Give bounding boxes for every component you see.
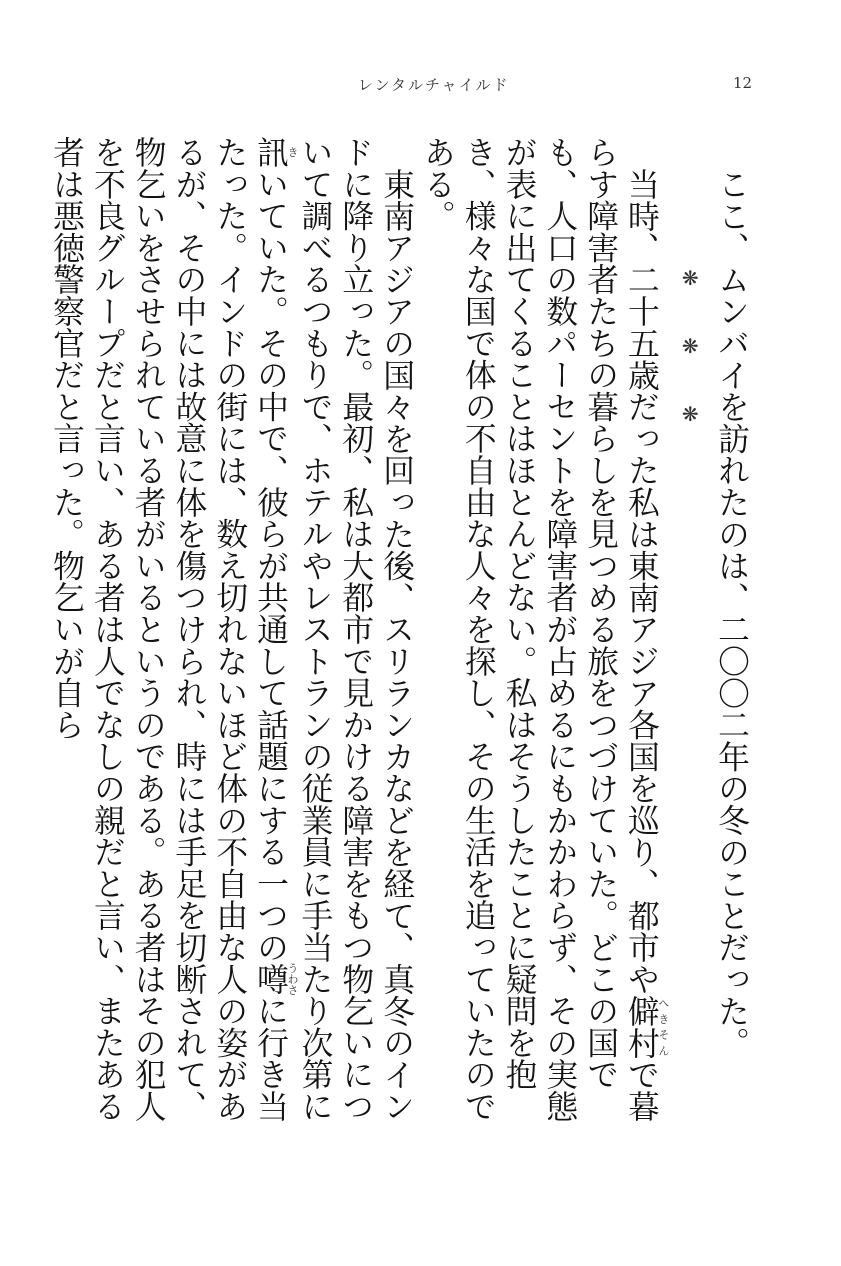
paragraph-2 (416, 136, 669, 1136)
ruby-uwasa-base: 噂 (252, 962, 290, 996)
ruby-uwasa (252, 962, 300, 996)
paragraph-2-text-a: 当時、二十五歳だった私は東南アジア各国を巡り、都市や (622, 167, 660, 995)
paragraph-3-text-a: 東南アジアの国々を回った後、スリランカなどを経て、真冬のインドに降り立った。最初、私は大都市で見かける障害をもつ物乞いについて調べるつもりで、ホテルやレストランの従業員に手当たり次第に (296, 136, 416, 1122)
vertical-text-body (48, 136, 751, 1136)
section-break-mark-3: ❋ (678, 402, 703, 470)
ruby-hekison-reading: へきそん (656, 994, 670, 1059)
paragraph-1-text: ここ、ムンバイを訪れたのは、二〇〇二年の冬のことだった。 (713, 167, 750, 1059)
ruby-uwasa-reading: うわさ (286, 962, 300, 996)
section-break (669, 136, 710, 1266)
running-title: レンタルチャイルド (358, 76, 510, 94)
paragraph-3-text-b: いていた。その中で、彼らが共通して話題にする一つの (252, 167, 290, 963)
ruby-hekison-base: 僻村 (622, 994, 660, 1059)
ruby-ki-reading: き (286, 136, 300, 168)
ruby-ki-base: 訊 (252, 136, 290, 168)
paragraph-2-text-b: で暮らす障害者たちの暮らしを見つめる旅をつづけていた。どこの国でも、人口の数パーセントを障害者が占めるにもかかわらず、その実態が表に出てくることはほとんどない。私はそうしたことに疑問を抱き、様々な国で体の不自由な人々を探し、その生活を追っていたのである。 (418, 136, 660, 1122)
page-number: 12 (733, 74, 753, 92)
ruby-ki (252, 136, 300, 168)
section-break-mark-2: ❋ (678, 334, 703, 402)
paragraph-3-text-c: に行き当たった。インドの街には、数え切れないほど体の不自由な人の姿があるが、その中には故意に体を傷つけられ、時には手足を切断されて、物乞いをさせられている者がいるというのである。ある者はその犯人を不良グループだと言い、ある者は人でなしの親だと言い、またある者は悪徳警察官だと言った。物乞いが自ら (48, 136, 290, 1122)
paragraph-3 (45, 136, 416, 1136)
section-break-mark-1: ❋ (678, 266, 703, 334)
ruby-hekison (622, 994, 670, 1059)
paragraph-1 (710, 136, 751, 1136)
